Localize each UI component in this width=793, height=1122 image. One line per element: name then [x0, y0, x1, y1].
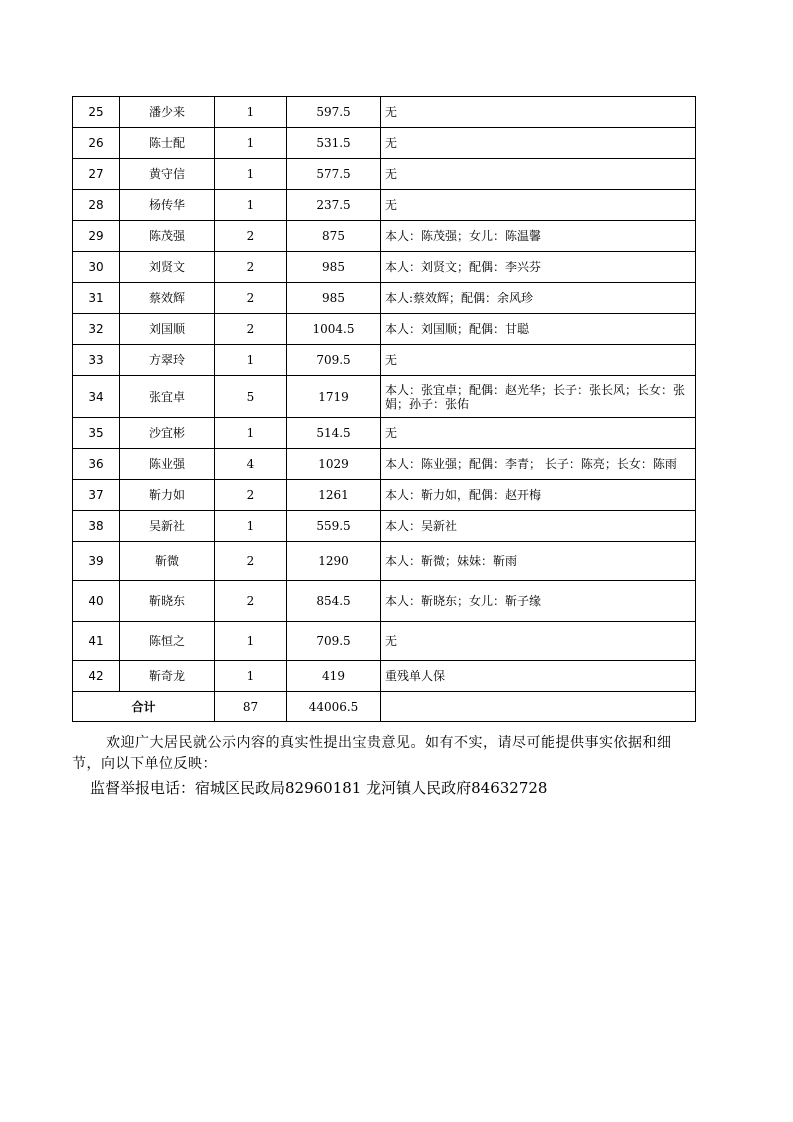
- household-count: 1: [215, 511, 287, 542]
- total-amount: 44006.5: [287, 692, 381, 722]
- household-members-note: 本人：吴新社: [381, 511, 696, 542]
- total-row: [73, 692, 696, 722]
- row-number: 37: [73, 480, 120, 511]
- table-row: [73, 345, 696, 376]
- household-count: 4: [215, 449, 287, 480]
- row-number: 34: [73, 376, 120, 418]
- household-members-note: 本人：陈业强；配偶：李青； 长子：陈亮；长女：陈雨: [381, 449, 696, 480]
- household-count: 2: [215, 581, 287, 622]
- allowance-amount: 709.5: [287, 345, 381, 376]
- household-count: 1: [215, 661, 287, 692]
- allowance-amount: 577.5: [287, 159, 381, 190]
- table-row: [73, 283, 696, 314]
- recipient-name: 黄守信: [120, 159, 215, 190]
- row-number: 27: [73, 159, 120, 190]
- household-count: 1: [215, 622, 287, 661]
- row-number: 35: [73, 418, 120, 449]
- total-count: 87: [215, 692, 287, 722]
- table-row: [73, 97, 696, 128]
- allowance-amount: 854.5: [287, 581, 381, 622]
- table-row: [73, 449, 696, 480]
- household-count: 2: [215, 221, 287, 252]
- household-members-note: 本人：靳力如，配偶：赵开梅: [381, 480, 696, 511]
- supervision-hotline: 监督举报电话：宿城区民政局82960181 龙河镇人民政府84632728: [90, 779, 548, 797]
- total-note: [381, 692, 696, 722]
- household-members-note: 无: [381, 622, 696, 661]
- household-members-note: 本人：刘国顺；配偶：甘聪: [381, 314, 696, 345]
- table-row: [73, 480, 696, 511]
- allowance-amount: 514.5: [287, 418, 381, 449]
- recipient-name: 靳晓东: [120, 581, 215, 622]
- table-row: [73, 221, 696, 252]
- allowance-amount: 419: [287, 661, 381, 692]
- total-label: 合计: [73, 692, 215, 722]
- table-row: [73, 314, 696, 345]
- household-count: 1: [215, 418, 287, 449]
- row-number: 39: [73, 542, 120, 581]
- table-row: [73, 376, 696, 418]
- allowance-amount: 985: [287, 252, 381, 283]
- household-members-note: 本人：张宜卓；配偶：赵光华；长子：张长风；长女：张娟；孙子：张佑: [381, 376, 696, 418]
- household-count: 2: [215, 283, 287, 314]
- table-row: [73, 190, 696, 221]
- household-members-note: 本人：靳微；妹妹：靳雨: [381, 542, 696, 581]
- table-row: [73, 661, 696, 692]
- recipient-name: 潘少来: [120, 97, 215, 128]
- household-members-note: 无: [381, 159, 696, 190]
- recipient-name: 张宜卓: [120, 376, 215, 418]
- table-row: [73, 622, 696, 661]
- allowance-amount: 559.5: [287, 511, 381, 542]
- feedback-notice: 欢迎广大居民就公示内容的真实性提出宝贵意见。如有不实，请尽可能提供事实依据和细节，向以下单位反映：: [72, 735, 672, 772]
- table-row: [73, 418, 696, 449]
- row-number: 32: [73, 314, 120, 345]
- row-number: 38: [73, 511, 120, 542]
- allowance-amount: 1290: [287, 542, 381, 581]
- recipient-name: 吴新社: [120, 511, 215, 542]
- row-number: 25: [73, 97, 120, 128]
- row-number: 26: [73, 128, 120, 159]
- allowance-amount: 1004.5: [287, 314, 381, 345]
- recipient-name: 刘国顺: [120, 314, 215, 345]
- recipient-name: 刘贤文: [120, 252, 215, 283]
- allowance-amount: 985: [287, 283, 381, 314]
- household-count: 1: [215, 97, 287, 128]
- recipient-name: 靳微: [120, 542, 215, 581]
- allowance-amount: 1029: [287, 449, 381, 480]
- recipient-name: 陈恒之: [120, 622, 215, 661]
- row-number: 30: [73, 252, 120, 283]
- household-members-note: 重残单人保: [381, 661, 696, 692]
- recipient-name: 沙宜彬: [120, 418, 215, 449]
- household-count: 1: [215, 345, 287, 376]
- row-number: 40: [73, 581, 120, 622]
- household-members-note: 本人：刘贤文；配偶：李兴芬: [381, 252, 696, 283]
- household-count: 5: [215, 376, 287, 418]
- subsistence-allowance-table: [72, 96, 696, 722]
- table-row: [73, 581, 696, 622]
- household-count: 1: [215, 159, 287, 190]
- household-count: 1: [215, 190, 287, 221]
- household-members-note: 本人:蔡效辉；配偶：余风珍: [381, 283, 696, 314]
- recipient-name: 陈茂强: [120, 221, 215, 252]
- household-members-note: 无: [381, 418, 696, 449]
- row-number: 31: [73, 283, 120, 314]
- recipient-name: 陈士配: [120, 128, 215, 159]
- allowance-amount: 531.5: [287, 128, 381, 159]
- table-body: [73, 97, 696, 722]
- row-number: 33: [73, 345, 120, 376]
- household-members-note: 本人：陈茂强；女儿：陈温馨: [381, 221, 696, 252]
- row-number: 29: [73, 221, 120, 252]
- recipient-name: 靳奇龙: [120, 661, 215, 692]
- household-members-note: 本人：靳晓东；女儿：靳子缘: [381, 581, 696, 622]
- household-count: 2: [215, 542, 287, 581]
- row-number: 36: [73, 449, 120, 480]
- household-count: 2: [215, 252, 287, 283]
- allowance-amount: 597.5: [287, 97, 381, 128]
- allowance-amount: 1719: [287, 376, 381, 418]
- recipient-name: 陈业强: [120, 449, 215, 480]
- table-row: [73, 542, 696, 581]
- household-members-note: 无: [381, 345, 696, 376]
- household-members-note: 无: [381, 128, 696, 159]
- row-number: 41: [73, 622, 120, 661]
- allowance-amount: 709.5: [287, 622, 381, 661]
- household-count: 2: [215, 314, 287, 345]
- table-row: [73, 511, 696, 542]
- allowance-amount: 875: [287, 221, 381, 252]
- household-members-note: 无: [381, 97, 696, 128]
- recipient-name: 方翠玲: [120, 345, 215, 376]
- allowance-amount: 1261: [287, 480, 381, 511]
- recipient-name: 杨传华: [120, 190, 215, 221]
- household-count: 1: [215, 128, 287, 159]
- recipient-name: 蔡效辉: [120, 283, 215, 314]
- table-row: [73, 128, 696, 159]
- row-number: 28: [73, 190, 120, 221]
- table-row: [73, 159, 696, 190]
- recipient-name: 靳力如: [120, 480, 215, 511]
- row-number: 42: [73, 661, 120, 692]
- table-row: [73, 252, 696, 283]
- household-members-note: 无: [381, 190, 696, 221]
- household-count: 2: [215, 480, 287, 511]
- allowance-amount: 237.5: [287, 190, 381, 221]
